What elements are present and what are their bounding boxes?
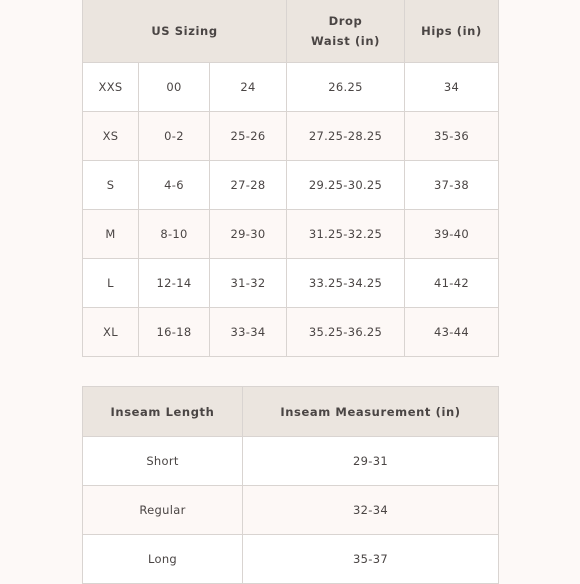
table-row: [83, 535, 499, 584]
size-label-cell: XS: [83, 112, 139, 161]
drop-waist-cell: 31.25-32.25: [287, 210, 405, 259]
size-label-cell: L: [83, 259, 139, 308]
hips-header: Hips (in): [405, 0, 499, 63]
size-label-cell: XXS: [83, 63, 139, 112]
size-chart-header-row: [83, 0, 499, 63]
inseam-length-cell: Regular: [83, 486, 243, 535]
drop-waist-cell: 26.25: [287, 63, 405, 112]
hips-cell: 39-40: [405, 210, 499, 259]
drop-waist-cell: 33.25-34.25: [287, 259, 405, 308]
us-size-cell: 8-10: [139, 210, 210, 259]
us-size-cell: 00: [139, 63, 210, 112]
table-row: [83, 63, 499, 112]
size-chart-table: [82, 0, 499, 357]
table-row: [83, 308, 499, 357]
waist-size-cell: 24: [210, 63, 287, 112]
table-row: [83, 112, 499, 161]
waist-size-cell: 31-32: [210, 259, 287, 308]
drop-waist-cell: 29.25-30.25: [287, 161, 405, 210]
waist-size-cell: 33-34: [210, 308, 287, 357]
size-label-cell: XL: [83, 308, 139, 357]
inseam-measurement-cell: 32-34: [243, 486, 499, 535]
size-label-cell: M: [83, 210, 139, 259]
hips-cell: 37-38: [405, 161, 499, 210]
us-size-cell: 16-18: [139, 308, 210, 357]
drop-waist-header-line1: Drop: [328, 14, 363, 28]
hips-cell: 41-42: [405, 259, 499, 308]
inseam-length-cell: Short: [83, 437, 243, 486]
table-row: [83, 210, 499, 259]
table-row: [83, 161, 499, 210]
table-row: [83, 486, 499, 535]
drop-waist-header-line2: Waist (in): [311, 34, 380, 48]
waist-size-cell: 29-30: [210, 210, 287, 259]
inseam-header-row: [83, 387, 499, 437]
inseam-measurement-cell: 29-31: [243, 437, 499, 486]
drop-waist-cell: 35.25-36.25: [287, 308, 405, 357]
hips-cell: 34: [405, 63, 499, 112]
inseam-length-header: Inseam Length: [83, 387, 243, 437]
drop-waist-header: [287, 0, 405, 63]
inseam-measurement-cell: 35-37: [243, 535, 499, 584]
us-size-cell: 0-2: [139, 112, 210, 161]
waist-size-cell: 27-28: [210, 161, 287, 210]
inseam-chart-table: [82, 386, 499, 584]
hips-cell: 35-36: [405, 112, 499, 161]
us-sizing-header: US Sizing: [83, 0, 287, 63]
us-size-cell: 4-6: [139, 161, 210, 210]
drop-waist-cell: 27.25-28.25: [287, 112, 405, 161]
size-label-cell: S: [83, 161, 139, 210]
inseam-length-cell: Long: [83, 535, 243, 584]
hips-cell: 43-44: [405, 308, 499, 357]
table-row: [83, 437, 499, 486]
waist-size-cell: 25-26: [210, 112, 287, 161]
us-size-cell: 12-14: [139, 259, 210, 308]
table-row: [83, 259, 499, 308]
inseam-measurement-header: Inseam Measurement (in): [243, 387, 499, 437]
